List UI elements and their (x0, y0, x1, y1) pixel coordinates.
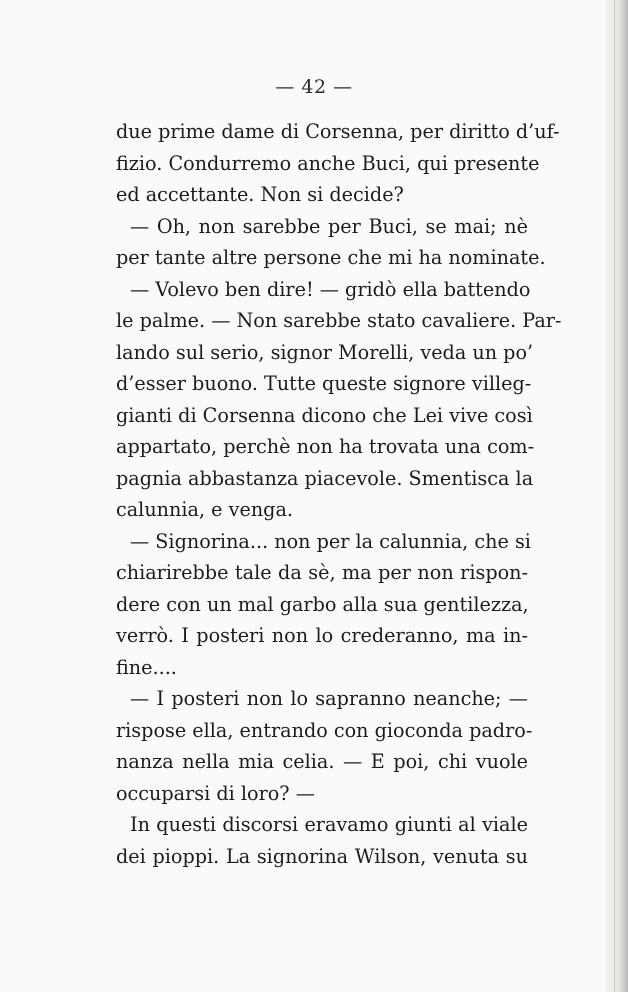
text-line: appartato, perchè non ha trovata una com- (116, 435, 535, 458)
text-line: In questi discorsi eravamo giunti al viale (130, 813, 528, 836)
page-edge-shadow (606, 0, 628, 992)
page-edge-line (614, 0, 615, 992)
text-line: verrò. I posteri non lo crederanno, ma in- (116, 624, 528, 647)
text-line: dei pioppi. La signorina Wilson, venuta su (116, 844, 528, 868)
text-line: fine.... (116, 655, 177, 679)
text-line: pagnia abbastanza piacevole. Smentisca la (116, 466, 534, 490)
text-line: le palme. — Non sarebbe stato cavaliere. Par- (116, 309, 562, 332)
text-line: gianti di Corsenna dicono che Lei vive così (116, 403, 533, 427)
text-line: per tante altre persone che mi ha nominate. (116, 246, 546, 269)
text-line: lando sul serio, signor Morelli, veda un po’ (116, 340, 534, 364)
text-line: calunnia, e venga. (116, 498, 293, 521)
page-number: — 42 — (275, 76, 353, 98)
text-line: rispose ella, entrando con gioconda padro- (116, 718, 533, 742)
text-line: nanza nella mia celia. — E poi, chi vuole (116, 750, 528, 773)
text-line: — Oh, non sarebbe per Buci, se mai; nè (130, 214, 528, 238)
text-line: dere con un mal garbo alla sua gentilezza, (116, 592, 529, 616)
text-line: ed accettante. Non si decide? (116, 183, 404, 206)
text-line: fizio. Condurremo anche Buci, qui presente (116, 151, 540, 175)
text-line: — Signorina... non per la calunnia, che si (130, 529, 531, 553)
text-line: occuparsi di loro? — (116, 781, 315, 805)
text-line: d’esser buono. Tutte queste signore villeg- (116, 372, 532, 395)
text-line: — Volevo ben dire! — gridò ella battendo (130, 277, 531, 301)
text-line: — I posteri non lo sapranno neanche; — (130, 687, 528, 710)
body-text (116, 116, 562, 872)
text-line: due prime dame di Corsenna, per diritto d’uf- (116, 120, 560, 143)
text-line: chiarirebbe tale da sè, ma per non rispon- (116, 561, 528, 584)
